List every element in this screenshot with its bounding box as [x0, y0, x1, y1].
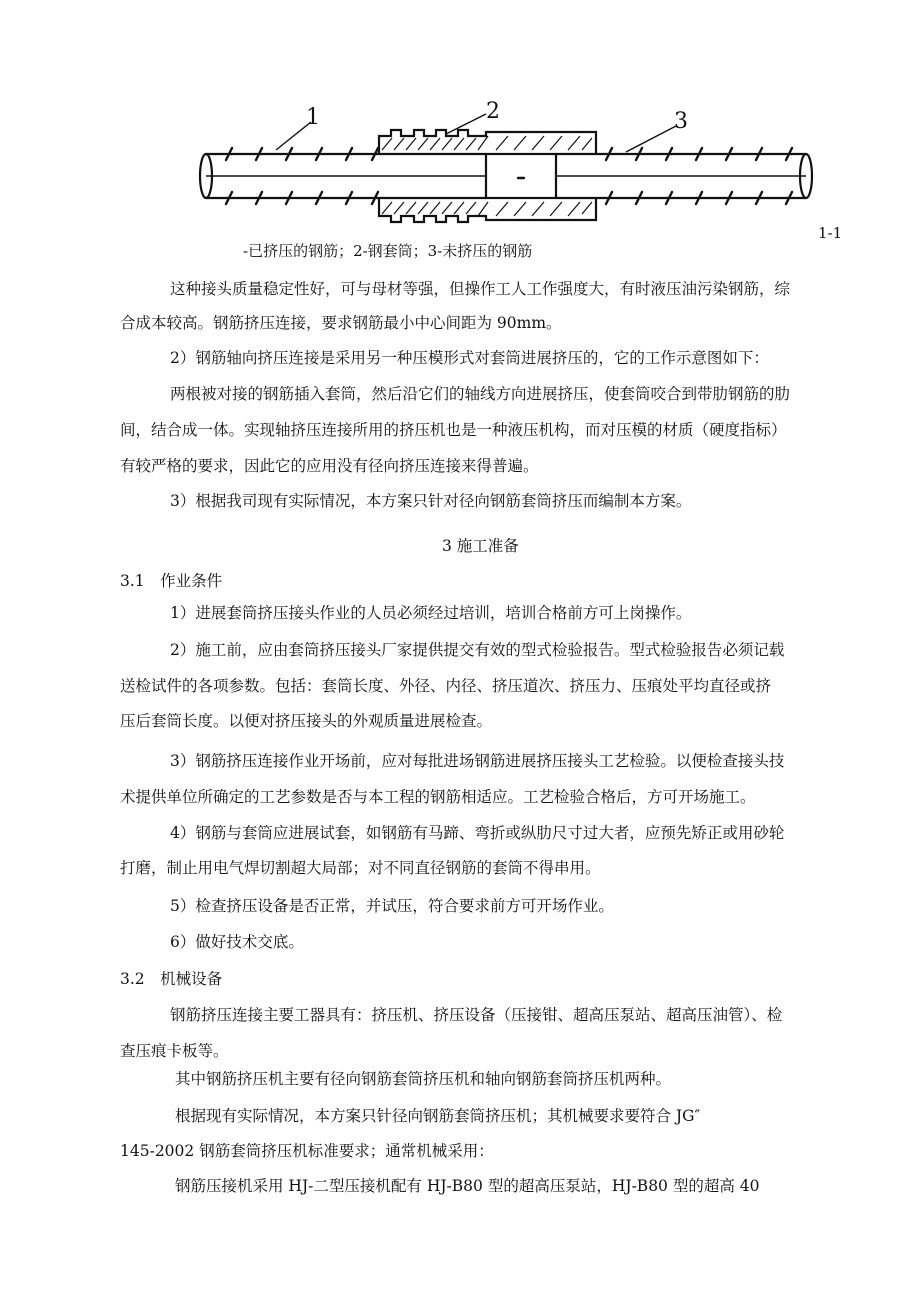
item-line: 术提供单位所确定的工艺参数是否与本工程的钢筋相适应。工艺检验合格后，方可开场施工。 — [120, 788, 756, 806]
label-3: 3 — [674, 109, 688, 134]
item-line: 钢筋挤压连接主要工器具有：挤压机、挤压设备（压接钳、超高压泵站、超高压油管）、检 — [170, 1006, 783, 1024]
item-line: 3）钢筋挤压连接作业开场前，应对每批进场钢筋进展挤压接头工艺检验。以便检查接头技 — [170, 752, 785, 770]
paragraph-line: 合成本较高。钢筋挤压连接，要求钢筋最小中心间距为 90mm。 — [120, 314, 562, 332]
item-line: 145-2002 钢筋套筒挤压机标准要求；通常机械采用： — [120, 1142, 494, 1160]
item-line: 2）施工前，应由套筒挤压接头厂家提供提交有效的型式检验报告。型式检验报告必须记载 — [170, 641, 785, 659]
paragraph-line: 3）根据我司现有实际情况，本方案只针对径向钢筋套筒挤压而编制本方案。 — [170, 492, 692, 510]
item-line: 其中钢筋挤压机主要有径向钢筋套筒挤压机和轴向钢筋套筒挤压机两种。 — [175, 1070, 672, 1088]
item-line: 4）钢筋与套筒应进展试套，如钢筋有马蹄、弯折或纵肋尺寸过大者，应预先矫正或用砂轮 — [170, 824, 785, 842]
paragraph-line: 间，结合成一体。实现轴挤压连接所用的挤压机也是一种液压机构，而对压模的材质（硬度指标） — [120, 421, 787, 439]
subsection-title: 3.2 机械设备 — [120, 970, 223, 988]
item-line: 打磨，制止用电气焊切割超大局部；对不同直径钢筋的套筒不得串用。 — [120, 859, 601, 877]
paragraph-line: 两根被对接的钢筋插入套筒，然后沿它们的轴线方向进展挤压，使套筒咬合到带肋钢筋的肋 — [170, 385, 791, 403]
subsection-title: 3.1 作业条件 — [120, 572, 223, 590]
item-line: 5）检查挤压设备是否正常，并试压，符合要求前方可开场作业。 — [170, 897, 614, 915]
paragraph-line: 2）钢筋轴向挤压连接是采用另一种压模形式对套筒进展挤压的，它的工作示意图如下： — [170, 349, 769, 367]
figure-caption: -已挤压的钢筋；2-钢套筒；3-未挤压的钢筋 — [243, 242, 533, 260]
rebar-sleeve-diagram — [196, 100, 826, 230]
item-line: 压后套筒长度。以便对挤压接头的外观质量进展检查。 — [120, 712, 493, 730]
paragraph-line: 这种接头质量稳定性好，可与母材等强，但操作工人工作强度大，有时液压油污染钢筋，综 — [170, 280, 791, 298]
section-title: 3 施工准备 — [442, 537, 519, 555]
label-2: 2 — [486, 100, 500, 124]
item-line: 1）进展套筒挤压接头作业的人员必须经过培训，培训合格前方可上岗操作。 — [170, 604, 692, 622]
item-line: 根据现有实际情况，本方案只针径向钢筋套筒挤压机；其机械要求要符合 JG″ — [175, 1107, 701, 1125]
item-line: 6）做好技术交底。 — [170, 933, 304, 951]
item-line: 钢筋压接机采用 HJ-二型压接机配有 HJ-B80 型的超高压泵站，HJ-B80 型的超高 40 — [175, 1177, 760, 1195]
item-line: 送检试件的各项参数。包括：套筒长度、外径、内径、挤压道次、挤压力、压痕处平均直径或挤 — [120, 677, 772, 695]
label-1: 1 — [306, 105, 320, 130]
figure-number: 1-1 — [818, 224, 843, 242]
item-line: 查压痕卡板等。 — [120, 1042, 229, 1060]
paragraph-line: 有较严格的要求，因此它的应用没有径向挤压连接来得普遍。 — [120, 457, 539, 475]
